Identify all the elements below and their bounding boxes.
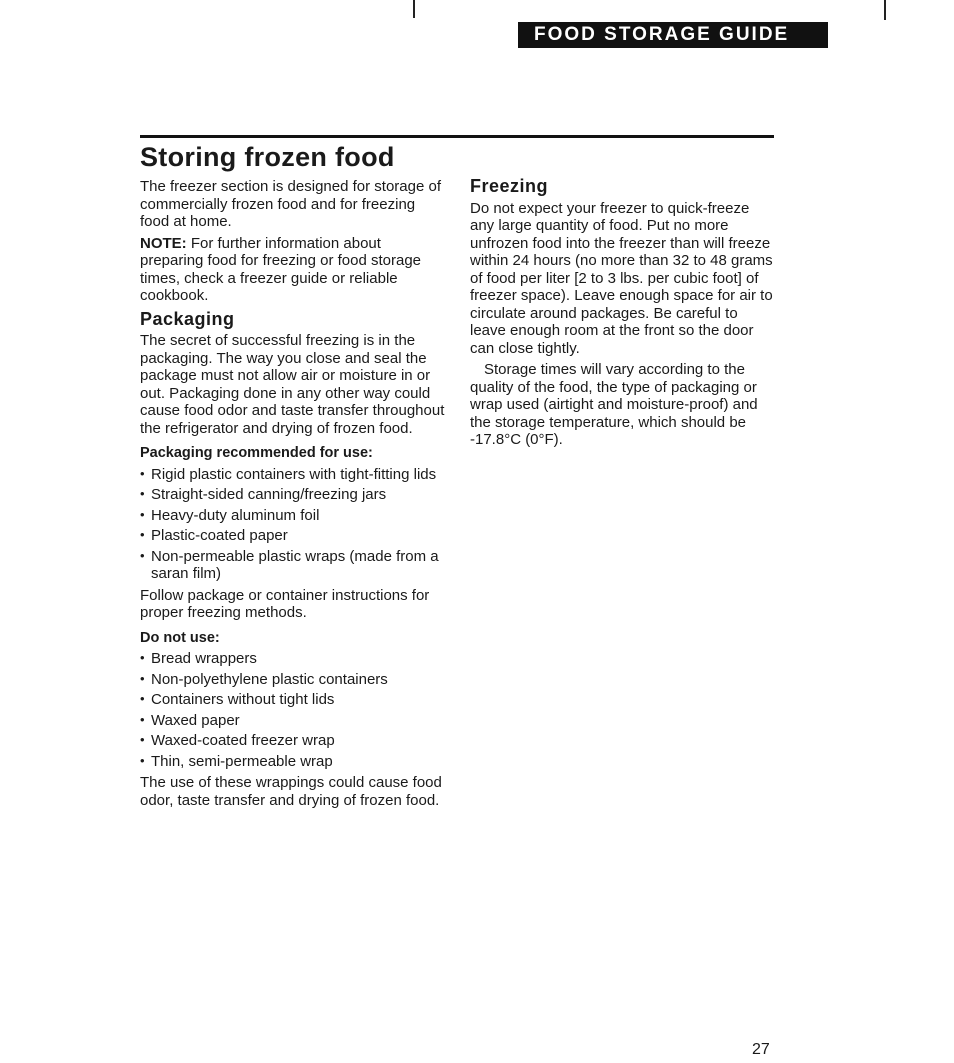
recommended-list	[140, 466, 445, 583]
list-item: • Containers without tight lids	[140, 691, 445, 709]
follow-instructions-paragraph: Follow package or container instructions for proper freezing methods.	[140, 586, 430, 621]
list-item: • Rigid plastic containers with tight-fitting lids	[140, 466, 445, 484]
freezing-body: Do not expect your freezer to quick-freeze any large quantity of food. Put no more unfrozen food into the freezer than will freeze within 24 hours (no more than 32 to 48 grams of food per liter [2 to 3 lbs. per cubic foot] of freezer space). Leave enough space for air to circulate around packages. Be careful to leave enough room at the front so the door can close tightly.	[470, 199, 773, 357]
note-text: For further information about preparing food for freezing or food storage times, check a freezer guide or reliable cookbook.	[140, 234, 422, 304]
right-column	[470, 178, 775, 453]
left-column	[140, 178, 445, 813]
list-item: • Bread wrappers	[140, 650, 445, 668]
note-paragraph	[140, 235, 445, 305]
list-item: • Heavy-duty aluminum foil	[140, 507, 445, 525]
list-item: • Straight-sided canning/freezing jars	[140, 486, 445, 504]
note-label: NOTE:	[140, 234, 187, 252]
do-not-use-list	[140, 650, 445, 770]
list-item: • Non-permeable plastic wraps (made from a saran film)	[140, 548, 445, 583]
packaging-body: The secret of successful freezing is in the packaging. The way you close and seal the package must not allow air or moisture in or out. Packaging done in any other way could cause food odor and taste transfer throughout the refrigerator and drying of frozen food.	[140, 332, 445, 437]
list-item: • Non-polyethylene plastic containers	[140, 671, 445, 689]
do-not-use-heading: Do not use:	[140, 629, 220, 646]
page-title: Storing frozen food	[140, 142, 395, 172]
recommended-heading: Packaging recommended for use:	[140, 445, 373, 461]
section-header-label: FOOD STORAGE GUIDE	[534, 24, 790, 45]
list-item: • Thin, semi-permeable wrap	[140, 753, 445, 771]
list-item: • Waxed-coated freezer wrap	[140, 732, 445, 750]
title-rule	[140, 135, 774, 138]
list-item: • Plastic-coated paper	[140, 527, 445, 545]
crop-mark	[884, 0, 886, 20]
packaging-heading: Packaging	[140, 308, 235, 329]
intro-paragraph: The freezer section is designed for storage of commercially frozen food and for freezing food at home.	[140, 178, 441, 230]
crop-mark	[413, 0, 415, 18]
storage-times-paragraph: Storage times will vary according to the quality of the food, the type of packaging or wrap used (airtight and moisture-proof) and the storage temperature, which should be -17.8°C (0°F).	[470, 361, 758, 448]
closing-paragraph: The use of these wrappings could cause food odor, taste transfer and drying of frozen food.	[140, 774, 442, 809]
list-item: • Waxed paper	[140, 712, 445, 730]
page-number: 27	[752, 1041, 770, 1058]
freezing-heading: Freezing	[470, 176, 549, 196]
section-header-band	[518, 22, 828, 48]
